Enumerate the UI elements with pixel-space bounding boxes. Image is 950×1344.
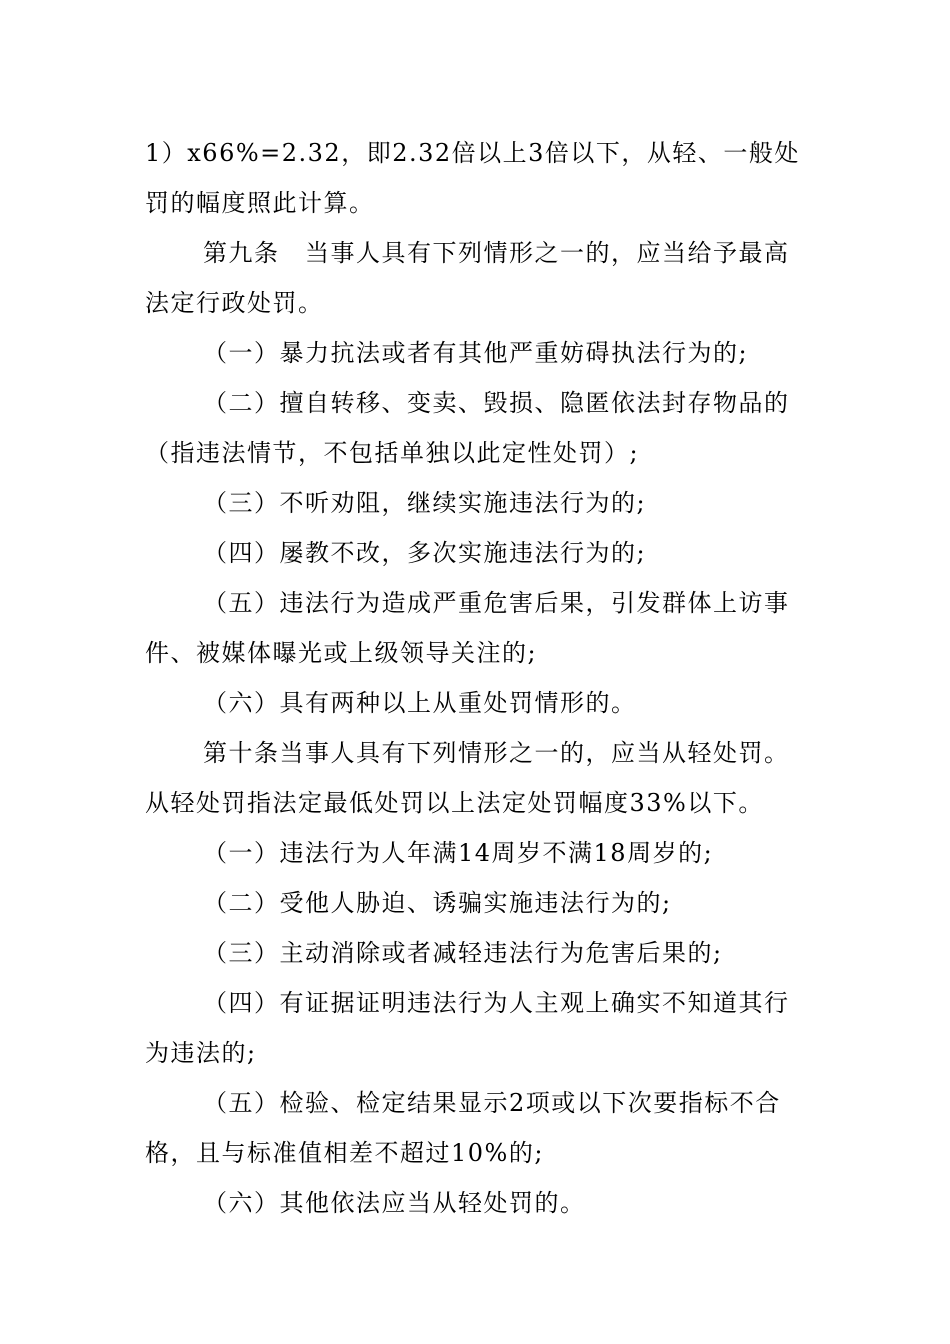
article-9-item-5: （五）违法行为造成严重危害后果，引发群体上访事件、被媒体曝光或上级领导关注的;	[145, 589, 790, 667]
article-9-heading: 第九条 当事人具有下列情形之一的，应当给予最高法定行政处罚。	[145, 239, 790, 317]
article-9-item-2: （二）擅自转移、变卖、毁损、隐匿依法封存物品的（指违法情节，不包括单独以此定性处罚）;	[145, 389, 790, 467]
article-10-item-2: （二）受他人胁迫、诱骗实施违法行为的;	[203, 889, 672, 917]
article-9-item-1: （一）暴力抗法或者有其他严重妨碍执法行为的;	[203, 339, 749, 367]
article-10-item-5: （五）检验、检定结果显示2项或以下次要指标不合格，且与标准值相差不超过10%的;	[145, 1089, 781, 1167]
article-10-item-1: （一）违法行为人年满14周岁不满18周岁的;	[203, 839, 714, 867]
article-10-heading: 第十条当事人具有下列情形之一的，应当从轻处罚。从轻处罚指法定最低处罚以上法定处罚幅度33%以下。	[145, 739, 790, 817]
article-9-item-3: （三）不听劝阻，继续实施违法行为的;	[203, 489, 647, 517]
document-body	[145, 128, 810, 1228]
paragraph-continuation: 1）x66%=2.32，即2.32倍以上3倍以下，从轻、一般处罚的幅度照此计算。	[145, 139, 800, 217]
article-10-item-6: （六）其他依法应当从轻处罚的。	[203, 1189, 586, 1217]
article-9-item-4: （四）屡教不改，多次实施违法行为的;	[203, 539, 647, 567]
article-10-item-3: （三）主动消除或者减轻违法行为危害后果的;	[203, 939, 723, 967]
article-10-item-4: （四）有证据证明违法行为人主观上确实不知道其行为违法的;	[145, 989, 790, 1067]
article-9-item-6: （六）具有两种以上从重处罚情形的。	[203, 689, 637, 717]
